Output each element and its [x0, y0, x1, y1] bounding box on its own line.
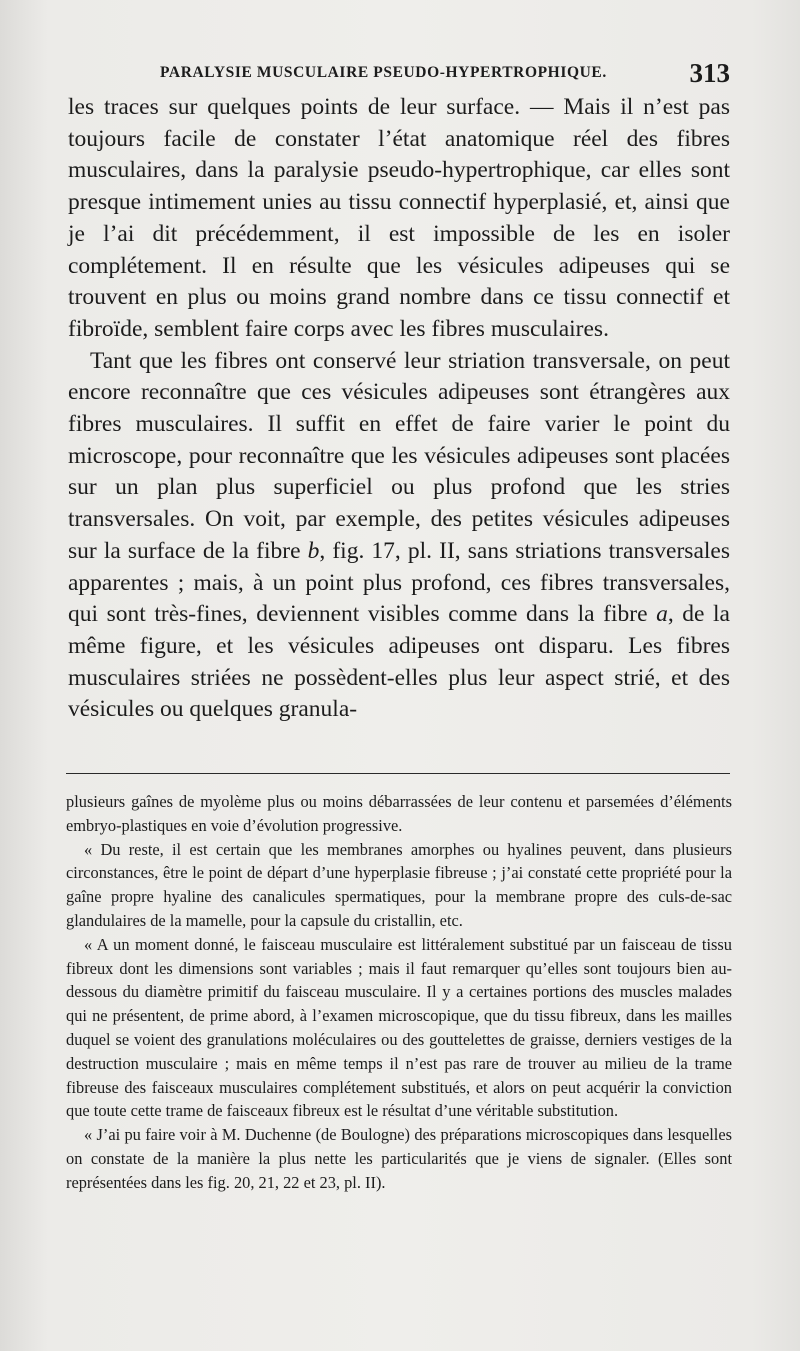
- fibre-label-a: a: [656, 601, 668, 628]
- page-number: 313: [689, 58, 730, 88]
- paragraph-2-part-e: , de la même figure, et les vésicules adipeuses ont disparu. Les fibres musculaires striées ne possèdent-elles plus leur aspect strié, et des vésicules ou quelques granula-: [68, 601, 730, 723]
- main-text: [68, 92, 730, 726]
- footnote-1: plusieurs gaînes de myolème plus ou moins débarrassées de leur contenu et parsemées d’éléments embryo-plastiques en voie d’évolution progressive.: [66, 792, 732, 835]
- footnote-3: « A un moment donné, le faisceau musculaire est littéralement substitué par un faisceau de tissu fibreux dont les dimensions sont variables ; mais il faut remarquer qu’elles sont toujours bien au-dessous du diamètre primitif du faisceau musculaire. Il y a certaines portions des muscles malades qui ne présentent, de prime abord, à l’examen microscopique, que du tissu fibreux, dans les mailles duquel se voient des granulations moléculaires ou des gouttelettes de graisse, derniers vestiges de la destruction musculaire ; mais en même temps il n’est pas rare de trouver au milieu de la trame fibreuse des faisceaux musculaires complétement substitués, et alors on peut acquérir la conviction que toute cette trame de faisceaux fibreux est le résultat d’une véritable substitution.: [66, 934, 732, 1121]
- footnote-4: « J’ai pu faire voir à M. Duchenne (de Boulogne) des préparations microscopiques dans lesquelles on constate de la manière la plus nette les particularités que je viens de signaler. (Elles sont représentées dans les fig. 20, 21, 22 et 23, pl. II).: [66, 1125, 732, 1192]
- paragraph-2-part-a: Tant que les fibres ont conservé leur striation transversale, on peut encore reconnaître que ces vésicules adipeuses sont étrangères aux fibres musculaires. Il suffit en effet de faire varier le point du microscope, pour reconnaître que les vésicules adipeuses sont placées sur un plan plus superficiel ou plus profond que les stries transversales. On voit, par exemple, des petites vésicules adipeuses sur la surface de la fibre: [68, 347, 730, 564]
- paragraph-2: [68, 346, 730, 726]
- running-title: PARALYSIE MUSCULAIRE PSEUDO-HYPERTROPHIQUE.: [160, 64, 607, 81]
- running-head: [66, 58, 730, 90]
- footnote-separator: [66, 773, 730, 774]
- footnote-2: « Du reste, il est certain que les membranes amorphes ou hyalines peuvent, dans plusieurs circonstances, être le point de départ d’une hyperplasie fibreuse ; j’ai constaté cette propriété pour la gaîne propre hyaline des canalicules spermatiques, pour la membrane propre des culs-de-sac glandulaires de la mamelle, pour la capsule du cristallin, etc.: [66, 839, 732, 930]
- paragraph-2-part-c: , fig. 17, pl. II, sans striations transversales apparentes ; mais, à un point plus profond, ces fibres transversales, qui sont très-fines, deviennent visibles comme dans la fibre: [68, 537, 730, 628]
- footnotes: [66, 790, 732, 1195]
- fibre-label-b: b: [307, 537, 320, 564]
- paragraph-1: les traces sur quelques points de leur surface. — Mais il n’est pas toujours facile de constater l’état anatomique réel des fibres musculaires, dans la paralysie pseudo-hypertrophique, car elles sont presque intimement unies au tissu connectif hyperplasié, et, ainsi que je l’ai dit précédemment, il est impossible de les en isoler complétement. Il en résulte que les vésicules adipeuses qui se trouvent en plus ou moins grand nombre dans ce tissu connectif et fibroïde, semblent faire corps avec les fibres musculaires.: [68, 94, 730, 342]
